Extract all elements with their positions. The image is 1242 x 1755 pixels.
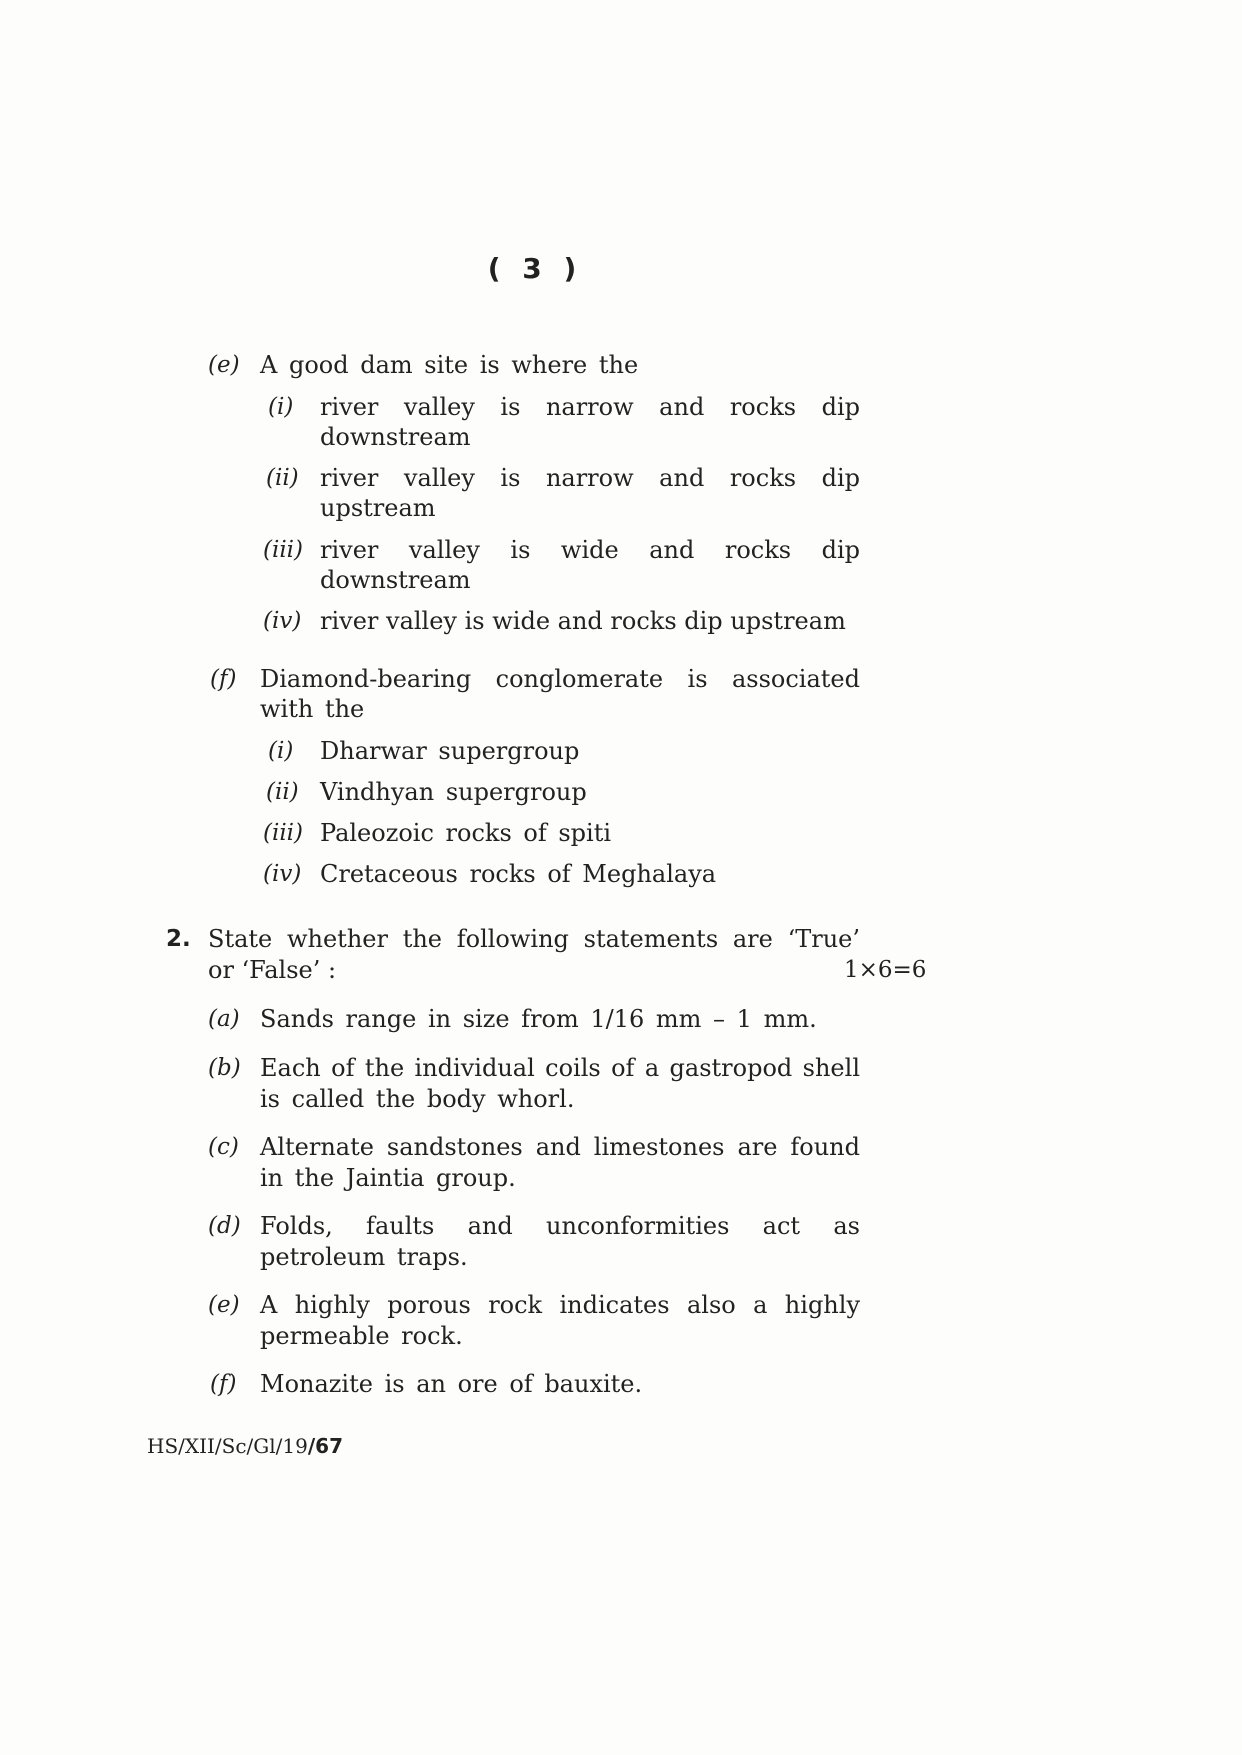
option-label: (iii) xyxy=(263,537,304,563)
item-label: (f) xyxy=(210,1371,237,1397)
option-text: river valley is wide and rocks dip xyxy=(320,536,860,564)
option-text-cont: downstream xyxy=(320,566,471,594)
option-label: (ii) xyxy=(266,465,299,491)
page-number: ( 3 ) xyxy=(487,252,583,285)
paper-code: HS/XII/Sc/Gl/19 xyxy=(147,1434,308,1458)
option-text-cont: upstream xyxy=(320,494,436,522)
option-text: river valley is wide and rocks dip upstream xyxy=(320,607,846,635)
item-text: Each of the individual coils of a gastropod shell xyxy=(260,1054,860,1082)
paper-code-suffix: /67 xyxy=(307,1434,343,1458)
item-text-cont: in the Jaintia group. xyxy=(260,1164,516,1192)
option-label: (iv) xyxy=(263,861,302,887)
item-text-cont: petroleum traps. xyxy=(260,1243,468,1271)
paper-code-footer xyxy=(147,1432,343,1460)
option-text: river valley is narrow and rocks dip xyxy=(320,393,860,421)
question-stem-cont: or ‘False’ : xyxy=(208,956,337,984)
option-label: (i) xyxy=(268,738,294,764)
item-text: Sands range in size from 1/16 mm – 1 mm. xyxy=(260,1005,817,1033)
question-number: 2. xyxy=(166,926,191,952)
option-label: (iv) xyxy=(263,608,302,634)
marks: 1×6=6 xyxy=(844,957,927,983)
option-text: Dharwar supergroup xyxy=(320,737,580,765)
item-label: (d) xyxy=(208,1213,241,1239)
question-stem: Diamond-bearing conglomerate is associated xyxy=(260,665,860,693)
item-text: Alternate sandstones and limestones are found xyxy=(260,1133,860,1161)
item-text: Monazite is an ore of bauxite. xyxy=(260,1370,643,1398)
option-label: (i) xyxy=(268,394,294,420)
option-text: Vindhyan supergroup xyxy=(320,778,587,806)
question-label: (e) xyxy=(208,352,240,378)
question-stem: A good dam site is where the xyxy=(260,351,639,379)
option-text: river valley is narrow and rocks dip xyxy=(320,464,860,492)
item-text: Folds, faults and unconformities act as xyxy=(260,1212,860,1240)
item-text: A highly porous rock indicates also a highly xyxy=(260,1291,860,1319)
item-label: (b) xyxy=(208,1055,241,1081)
question-stem-cont: with the xyxy=(260,695,365,723)
option-text: Paleozoic rocks of spiti xyxy=(320,819,612,847)
option-label: (ii) xyxy=(266,779,299,805)
option-text-cont: downstream xyxy=(320,423,471,451)
question-stem: State whether the following statements are ‘True’ xyxy=(208,925,860,953)
item-text-cont: is called the body whorl. xyxy=(260,1085,575,1113)
item-label: (c) xyxy=(208,1134,239,1160)
item-text-cont: permeable rock. xyxy=(260,1322,463,1350)
item-label: (a) xyxy=(208,1006,240,1032)
item-label: (e) xyxy=(208,1292,240,1318)
question-label: (f) xyxy=(210,666,237,692)
option-label: (iii) xyxy=(263,820,304,846)
option-text: Cretaceous rocks of Meghalaya xyxy=(320,860,717,888)
